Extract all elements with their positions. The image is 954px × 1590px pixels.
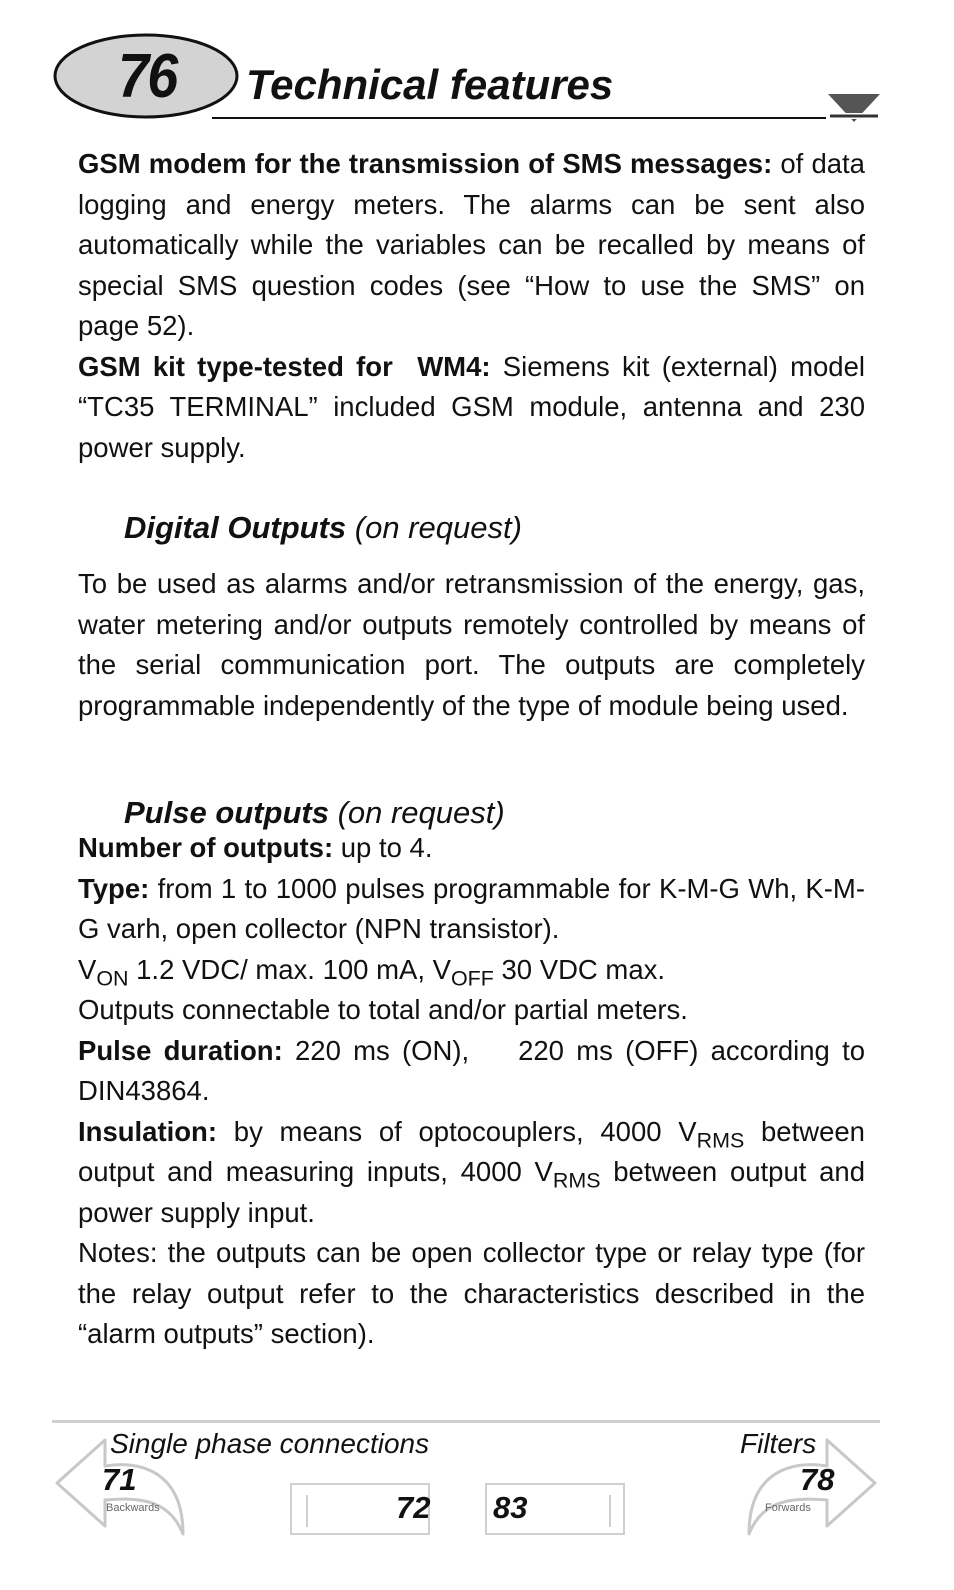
pulse-outputs-note: (on request) — [328, 795, 505, 830]
insulation — [78, 1112, 865, 1234]
v-off-subscript: OFF — [450, 965, 494, 990]
pulse-outputs-section — [78, 828, 873, 1355]
back-caption: Backwards — [106, 1502, 160, 1514]
pulse-duration-value: 220 ms (ON), 220 ms (OFF) according to DIN43864. — [78, 1034, 873, 1106]
digital-outputs-note: (on request) — [346, 510, 522, 545]
number-of-outputs — [78, 828, 865, 869]
v-on-subscript: ON — [96, 965, 129, 990]
page-box-left-marker — [306, 1495, 308, 1527]
gsm-modem-paragraph — [78, 144, 865, 347]
number-of-outputs-label: Number of outputs: — [78, 832, 334, 863]
v-rms-symbol-2: V — [534, 1156, 553, 1187]
gsm-kit-text: Siemens kit (external) model “TC35 TERMINAL” included GSM module, antenna and 230 power supply. — [78, 350, 865, 463]
gsm-modem-label: GSM modem for the transmission of SMS messages: — [78, 148, 773, 179]
footer-rule — [52, 1420, 880, 1423]
gsm-kit-paragraph — [78, 347, 865, 469]
page-box-left[interactable] — [290, 1483, 430, 1535]
forward-page-number[interactable]: 78 — [800, 1462, 835, 1497]
pulse-outputs-heading — [124, 797, 505, 828]
v-off-text: 30 VDC max. — [493, 953, 666, 985]
v-off-symbol: V — [432, 953, 451, 985]
forward-caption: Forwards — [765, 1502, 811, 1514]
page-number: 76 — [118, 42, 177, 111]
pulse-duration-label: Pulse duration: — [78, 1034, 283, 1066]
insulation-text-3: between output and power supply input. — [78, 1156, 866, 1228]
output-type-value: from 1 to 1000 pulses programmable for K-M-G Wh, K-M-G varh, open collector (NPN transistor). — [78, 872, 865, 944]
back-link-label[interactable]: Single phase connections — [110, 1428, 430, 1459]
voltage-spec — [78, 950, 865, 991]
v-on-symbol: V — [78, 953, 97, 985]
page-title: Technical features — [246, 61, 614, 108]
insulation-label: Insulation: — [78, 1115, 218, 1147]
v-on-text: 1.2 VDC/ max. 100 mA, — [128, 953, 433, 985]
back-page-number[interactable]: 71 — [102, 1462, 137, 1497]
forward-link-label[interactable]: Filters — [740, 1428, 817, 1459]
digital-outputs-section — [78, 564, 865, 726]
number-of-outputs-value: up to 4. — [333, 832, 433, 863]
insulation-text-2: between output and measuring inputs, 4000 — [78, 1115, 865, 1187]
output-type — [78, 869, 865, 950]
notes: Notes: the outputs can be open collector type or relay type (for the relay output refer to the characteristics described in the “alarm outputs” section). — [78, 1237, 865, 1349]
page-box-right[interactable] — [485, 1483, 625, 1535]
digital-outputs-title: Digital Outputs — [124, 510, 347, 545]
outputs-connectable: Outputs connectable to total and/or partial meters. — [78, 994, 688, 1025]
rms-subscript-2: RMS — [552, 1168, 601, 1193]
digital-outputs-text: To be used as alarms and/or retransmission of the energy, gas, water metering and/or outputs remotely controlled by means of the serial communication port. The outputs are completely programmable independently of the type of module being used. — [78, 568, 865, 721]
page-box-right-number[interactable]: 83 — [493, 1490, 528, 1525]
gsm-kit-label: GSM kit type-tested for WM4: — [78, 350, 491, 382]
pulse-outputs-title: Pulse outputs — [124, 795, 329, 830]
page-box-right-marker — [609, 1495, 611, 1527]
output-type-label: Type: — [78, 872, 150, 904]
v-rms-symbol-1: V — [678, 1115, 697, 1147]
pulse-duration — [78, 1031, 873, 1112]
page-box-left-number[interactable]: 72 — [396, 1490, 431, 1525]
rms-subscript-1: RMS — [696, 1127, 745, 1152]
brand-logo-icon — [826, 92, 882, 140]
gsm-section — [78, 144, 865, 468]
insulation-text-1: by means of optocouplers, 4000 — [217, 1115, 679, 1147]
gsm-modem-text: of data logging and energy meters. The alarms can be sent also automatically while the variables can be recalled by means of special SMS question codes (see “How to use the SMS” on page 52). — [78, 148, 865, 341]
digital-outputs-heading — [124, 512, 522, 543]
header-rule — [212, 117, 882, 119]
